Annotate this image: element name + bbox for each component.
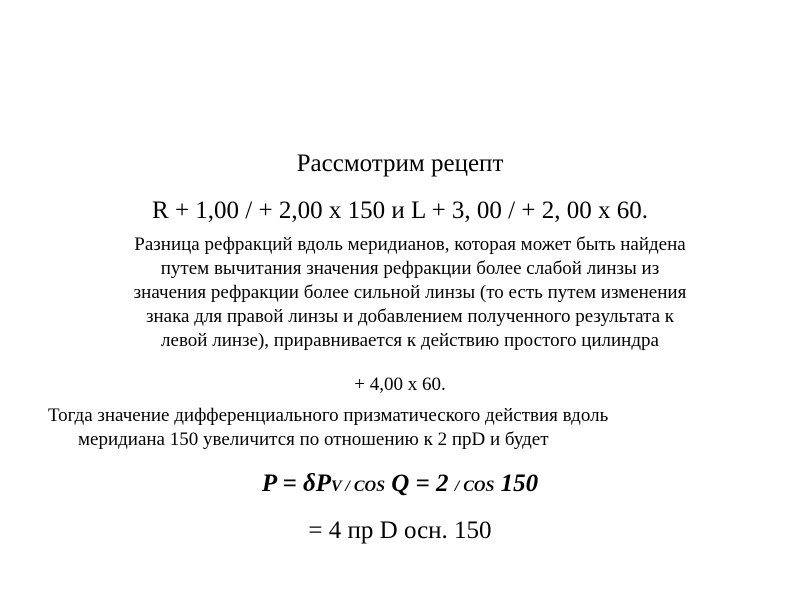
formula-part: Q = 2 bbox=[384, 470, 455, 497]
paragraph-line: знака для правой линзы и добавлением полученного результата к bbox=[145, 306, 674, 327]
paragraph-line: левой линзе), приравнивается к действию простого цилиндра bbox=[161, 330, 659, 351]
prescription-line: R + 1,00 / + 2,00 х 150 и L + 3, 00 / + 2, 00 х 60. bbox=[152, 197, 648, 224]
formula-part-small: V / COS bbox=[331, 478, 385, 495]
paragraph-line: Разница рефракций вдоль меридианов, которая может быть найдена bbox=[134, 234, 686, 255]
paragraph-line: путем вычитания значения рефракции более слабой линзы из bbox=[160, 258, 660, 279]
formula-part: 150 bbox=[494, 470, 539, 497]
prism-formula bbox=[0, 466, 800, 505]
refraction-difference-paragraph bbox=[60, 233, 760, 353]
cylinder-value: + 4,00 х 60. bbox=[354, 374, 446, 395]
formula-part: P = δP bbox=[261, 470, 332, 497]
formula-result: = 4 пр D осн. 150 bbox=[308, 517, 492, 544]
paragraph-line: значения рефракции более сильной линзы (то есть путем изменения bbox=[133, 282, 687, 303]
paragraph-line: Тогда значение дифференциального призматического действия вдоль bbox=[48, 405, 609, 426]
slide-title: Рассмотрим рецепт bbox=[296, 150, 504, 177]
formula-part-small: / COS bbox=[454, 478, 495, 495]
prismatic-action-paragraph bbox=[48, 404, 768, 452]
paragraph-line: меридиана 150 увеличится по отношению к 2 прD и будет bbox=[78, 429, 549, 450]
